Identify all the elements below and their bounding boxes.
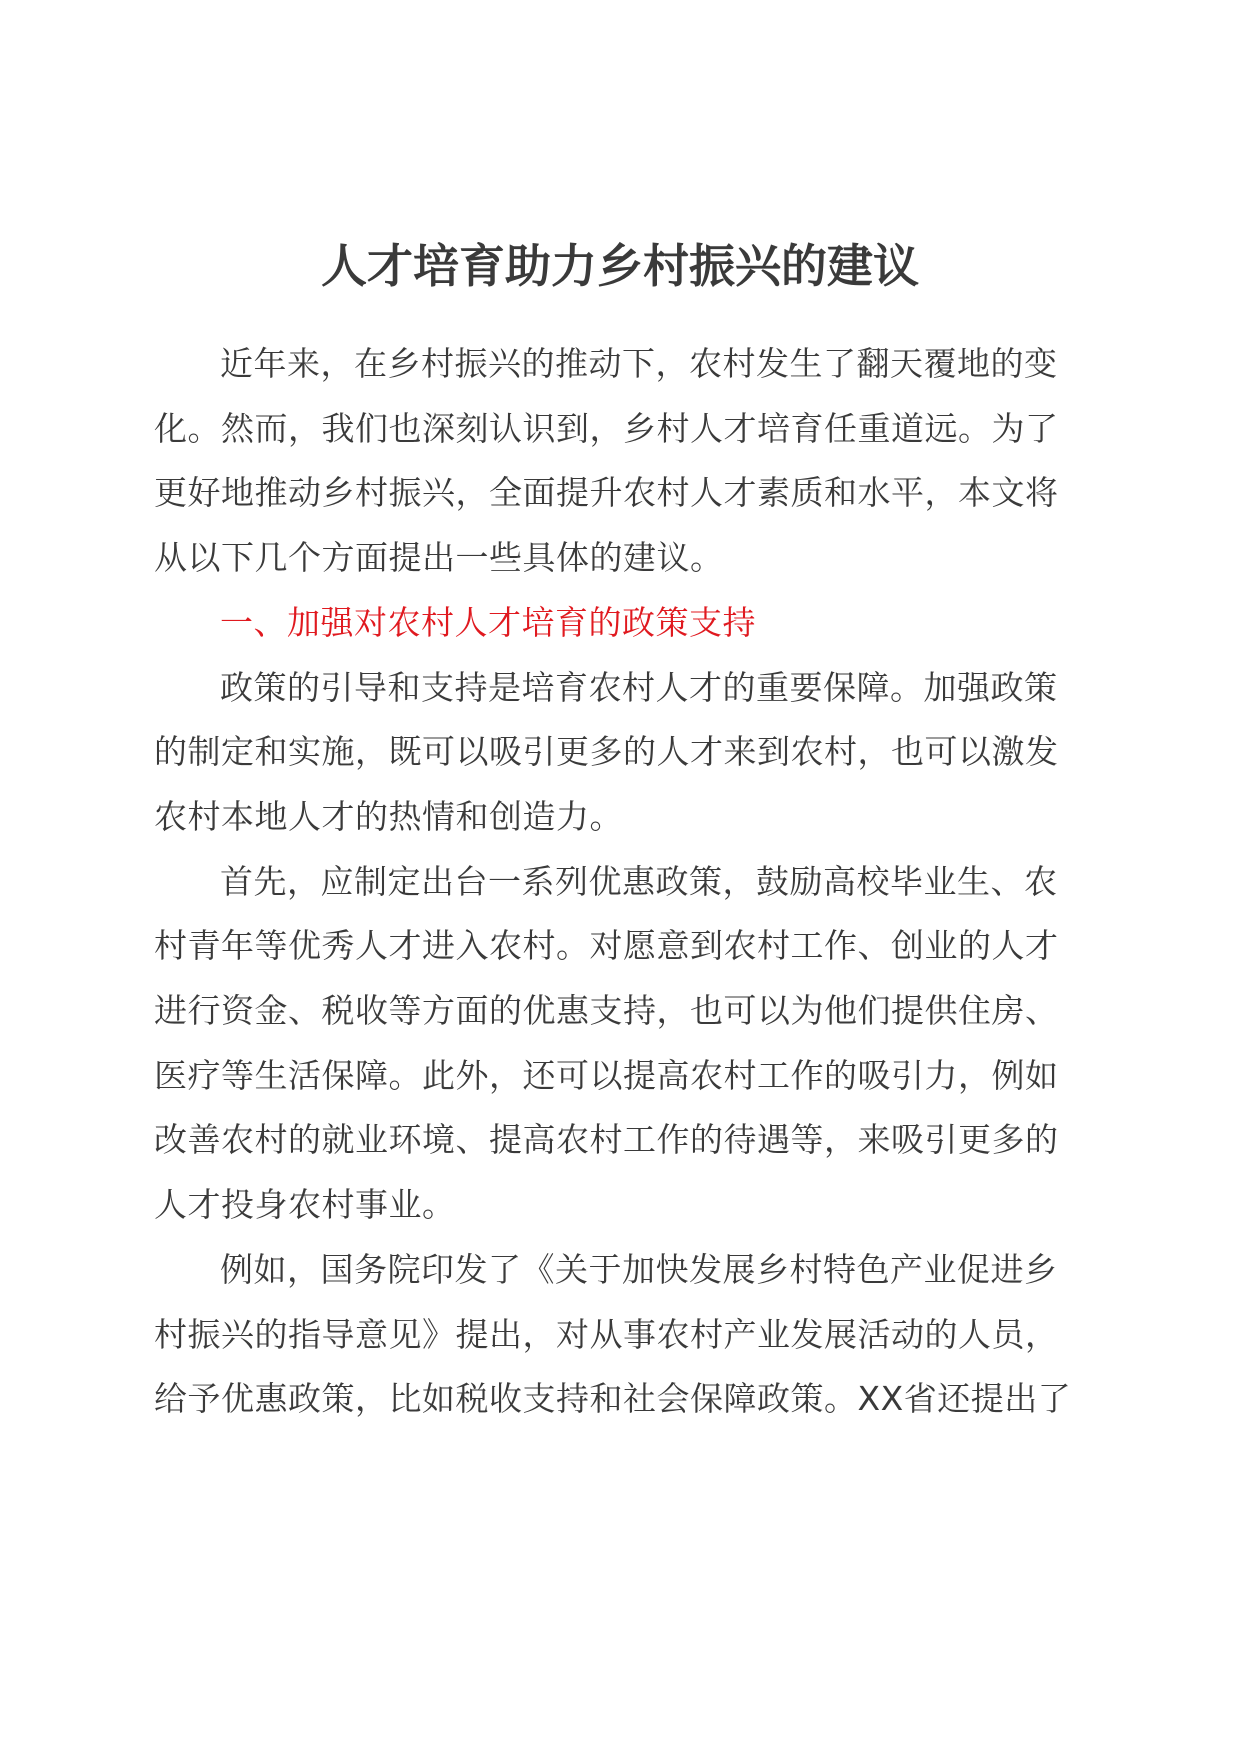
body-paragraph: 政策的引导和支持是培育农村人才的重要保障。加强政策的制定和实施，既可以吸引更多的人才来到农村，也可以激发农村本地人才的热情和创造力。 xyxy=(154,667,1059,836)
document-body xyxy=(154,332,1084,1432)
body-paragraph: 例如，国务院印发了《关于加快发展乡村特色产业促进乡村振兴的指导意见》提出，对从事农村产业发展活动的人员，给予优惠政策，比如税收支持和社会保障政策。XX省还提出了 xyxy=(154,1249,1072,1419)
document-title: 人才培育助力乡村振兴的建议 xyxy=(321,239,919,293)
body-paragraph: 首先，应制定出台一系列优惠政策，鼓励高校毕业生、农村青年等优秀人才进入农村。对愿意到农村工作、创业的人才进行资金、税收等方面的优惠支持，也可以为他们提供住房、医疗等生活保障。此外，还可以提高农村工作的吸引力，例如改善农村的就业环境、提高农村工作的待遇等，来吸引更多的人才投身农村事业。 xyxy=(154,861,1059,1225)
section-heading: 一、加强对农村人才培育的政策支持 xyxy=(220,602,756,642)
intro-paragraph: 近年来，在乡村振兴的推动下，农村发生了翻天覆地的变化。然而，我们也深刻认识到，乡村人才培育任重道远。为了更好地推动乡村振兴，全面提升农村人才素质和水平，本文将从以下几个方面提出一些具体的建议。 xyxy=(154,344,1059,578)
